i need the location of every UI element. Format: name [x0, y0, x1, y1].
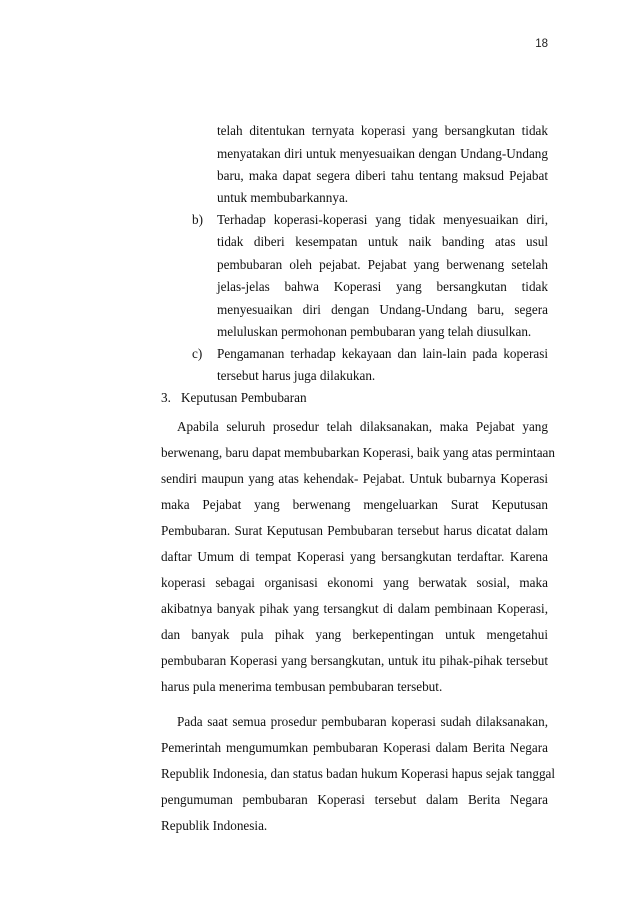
list-line: telah ditentukan ternyata koperasi yang bersangkutan tidak — [217, 123, 548, 138]
list-line: tersebut harus juga dilakukan. — [217, 368, 376, 383]
list-line: jelas-jelas bahwa Koperasi yang bersangkutan tidak — [217, 279, 548, 294]
list-line: untuk membubarkannya. — [217, 190, 349, 205]
section-number: 3. — [161, 390, 171, 405]
list-line: meluluskan permohonan pembubaran yang telah diusulkan. — [217, 324, 532, 339]
paragraph-line: maka Pejabat yang berwenang mengeluarkan Surat Keputusan — [161, 497, 548, 512]
paragraph-line: Apabila seluruh prosedur telah dilaksanakan, maka Pejabat yang — [177, 419, 548, 434]
paragraph-line: Pada saat semua prosedur pembubaran koperasi sudah dilaksanakan, — [177, 714, 548, 729]
paragraph-line: Pemerintah mengumumkan pembubaran Koperasi dalam Berita Negara — [161, 740, 548, 755]
section-title: Keputusan Pembubaran — [181, 390, 307, 405]
paragraph-line: harus pula menerima tembusan pembubaran tersebut. — [161, 679, 443, 694]
paragraph-line: akibatnya banyak pihak yang tersangkut di dalam pembinaan Koperasi, — [161, 601, 548, 616]
list-marker: b) — [192, 212, 203, 227]
paragraph-line: daftar Umum di tempat Koperasi yang bersangkutan terdaftar. Karena — [161, 549, 548, 564]
list-line: Terhadap koperasi-koperasi yang tidak menyesuaikan diri, — [217, 212, 548, 227]
page-number: 18 — [535, 38, 548, 50]
paragraph-line: Republik Indonesia, dan status badan hukum Koperasi hapus sejak tanggal — [161, 766, 556, 781]
list-line: menyatakan diri untuk menyesuaikan dengan Undang-Undang — [217, 146, 548, 161]
list-line: Pengamanan terhadap kekayaan dan lain-lain pada koperasi — [217, 346, 548, 361]
paragraph-line: sendiri maupun yang atas kehendak- Pejabat. Untuk bubarnya Koperasi — [161, 471, 548, 486]
list-line: tidak diberi kesempatan untuk naik banding atas usul — [217, 234, 548, 249]
paragraph-line: pembubaran Koperasi yang bersangkutan, untuk itu pihak-pihak tersebut — [161, 653, 548, 668]
list-line: pembubaran oleh pejabat. Pejabat yang berwenang setelah — [217, 257, 548, 272]
paragraph-line: Pembubaran. Surat Keputusan Pembubaran tersebut harus dicatat dalam — [161, 523, 548, 538]
paragraph-line: dan banyak pula pihak yang berkepentingan untuk mengetahui — [161, 627, 548, 642]
list-line: menyesuaikan diri dengan Undang-Undang baru, segera — [217, 302, 548, 317]
list-marker: c) — [192, 346, 203, 361]
paragraph-line: Republik Indonesia. — [161, 818, 268, 833]
paragraph-line: pengumuman pembubaran Koperasi tersebut dalam Berita Negara — [161, 792, 548, 807]
list-line: baru, maka dapat segera diberi tahu tentang maksud Pejabat — [217, 168, 548, 183]
paragraph-line: berwenang, baru dapat membubarkan Koperasi, baik yang atas permintaan — [161, 445, 556, 460]
paragraph-line: koperasi sebagai organisasi ekonomi yang berwatak sosial, maka — [161, 575, 548, 590]
